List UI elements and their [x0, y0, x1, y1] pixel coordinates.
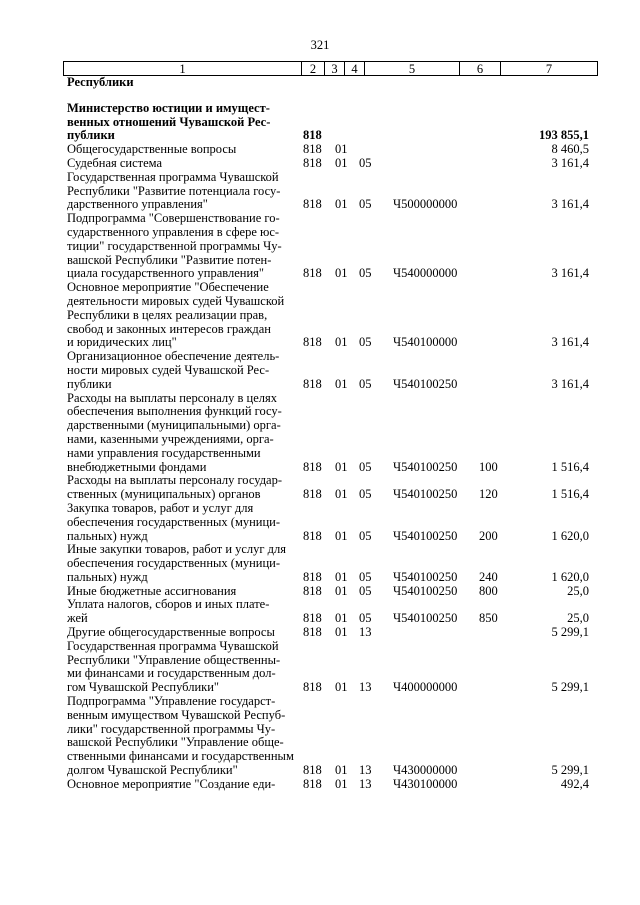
row-amount: 3 161,4 — [551, 266, 589, 281]
header-col-3: 3 — [325, 62, 345, 75]
row-admin-code: 818 — [303, 611, 322, 626]
row-section-code: 01 — [335, 528, 348, 543]
row-name-line: гом Чувашской Республики" — [67, 680, 220, 695]
row-subsection-code: 13 — [359, 625, 372, 640]
row-amount: 1 516,4 — [551, 487, 589, 502]
header-col-2: 2 — [302, 62, 325, 75]
row-target-code: Ч400000000 — [393, 680, 458, 695]
table-row — [67, 474, 589, 502]
row-name-line: Подпрограмма "Совершенствование го- — [67, 211, 280, 226]
row-name-line: жей — [67, 611, 88, 626]
row-name — [67, 392, 295, 475]
row-expense-type: 120 — [479, 487, 498, 502]
row-name-line: долгом Чувашской Республики" — [67, 763, 238, 778]
row-name-line: Расходы на выплаты персоналу в целях — [67, 390, 277, 405]
table-row — [67, 157, 589, 171]
row-admin-code: 818 — [303, 763, 322, 778]
row-section-code: 01 — [335, 376, 348, 391]
table-row — [67, 102, 589, 143]
row-amount: 5 299,1 — [551, 680, 589, 695]
table-row — [67, 778, 589, 792]
row-name-line: лики" государственной программы Чу- — [67, 721, 276, 736]
row-name-line: вашской Республики "Развитие потен- — [67, 252, 272, 267]
row-name-line: пальных) нужд — [67, 569, 148, 584]
row-name-line: тиции" государственной программы Чу- — [67, 238, 282, 253]
row-target-code: Ч430000000 — [393, 763, 458, 778]
row-name-line: обеспечения государственных (муници- — [67, 514, 281, 529]
row-subsection-code: 05 — [359, 376, 372, 391]
row-subsection-code: 13 — [359, 680, 372, 695]
table-row — [67, 543, 589, 584]
row-name — [67, 350, 295, 391]
row-name — [67, 474, 295, 502]
row-target-code: Ч540100250 — [393, 583, 458, 598]
table-body — [67, 76, 589, 792]
row-amount: 25,0 — [567, 583, 589, 598]
row-amount: 193 855,1 — [539, 128, 589, 143]
table-header — [63, 61, 598, 76]
row-name-line: и юридических лиц" — [67, 335, 177, 350]
header-col-1: 1 — [64, 62, 302, 75]
row-target-code: Ч540000000 — [393, 266, 458, 281]
row-subsection-code: 05 — [359, 459, 372, 474]
row-amount: 492,4 — [560, 776, 589, 791]
row-subsection-code: 13 — [359, 763, 372, 778]
row-name — [67, 626, 295, 640]
row-subsection-code: 05 — [359, 335, 372, 350]
row-name-line: Организационное обеспечение деятель- — [67, 349, 280, 364]
row-amount: 1 516,4 — [551, 459, 589, 474]
row-target-code: Ч540100000 — [393, 335, 458, 350]
header-col-5: 5 — [365, 62, 460, 75]
row-admin-code: 818 — [303, 583, 322, 598]
row-section-code: 01 — [335, 680, 348, 695]
row-name-line: дарственными (муниципальными) орга- — [67, 418, 281, 433]
row-section-code: 01 — [335, 155, 348, 170]
row-name-line: ственных (муниципальных) органов — [67, 487, 261, 502]
row-admin-code: 818 — [303, 197, 322, 212]
row-amount: 5 299,1 — [551, 763, 589, 778]
row-section-code: 01 — [335, 142, 348, 157]
row-section-code: 01 — [335, 625, 348, 640]
row-section-code: 01 — [335, 776, 348, 791]
row-target-code: Ч540100250 — [393, 376, 458, 391]
row-admin-code: 818 — [303, 528, 322, 543]
row-section-code: 01 — [335, 487, 348, 502]
row-expense-type: 800 — [479, 583, 498, 598]
row-admin-code: 818 — [303, 487, 322, 502]
row-name — [67, 143, 295, 157]
header-col-6: 6 — [460, 62, 501, 75]
row-target-code: Ч430100000 — [393, 776, 458, 791]
row-name — [67, 102, 295, 143]
row-name-line: нами управления государственными — [67, 445, 261, 460]
table-row — [67, 392, 589, 475]
table-row — [67, 212, 589, 281]
row-amount: 3 161,4 — [551, 155, 589, 170]
row-name — [67, 502, 295, 543]
row-section-code: 01 — [335, 266, 348, 281]
header-col-4: 4 — [345, 62, 365, 75]
header-col-7: 7 — [545, 62, 553, 76]
row-target-code: Ч500000000 — [393, 197, 458, 212]
row-target-code: Ч540100250 — [393, 528, 458, 543]
row-spacer — [67, 90, 589, 102]
row-subsection-code: 13 — [359, 776, 372, 791]
row-name-line: ми финансами и государственным дол- — [67, 666, 276, 681]
row-target-code: Ч540100250 — [393, 569, 458, 584]
row-name — [67, 543, 295, 584]
row-target-code: Ч540100250 — [393, 611, 458, 626]
row-name-line: дарственного управления" — [67, 197, 208, 212]
row-subsection-code: 05 — [359, 528, 372, 543]
table-row — [67, 585, 589, 599]
row-amount: 8 460,5 — [551, 142, 589, 157]
row-name — [67, 778, 295, 792]
row-name-line: публики — [67, 128, 115, 143]
row-amount: 25,0 — [567, 611, 589, 626]
table-row — [67, 350, 589, 391]
row-admin-code: 818 — [303, 335, 322, 350]
row-admin-code: 818 — [303, 155, 322, 170]
row-name-line: вашской Республики "Управление обще- — [67, 735, 284, 750]
table-row — [67, 143, 589, 157]
row-admin-code: 818 — [303, 128, 322, 143]
row-name-line: сударственного управления в сфере юс- — [67, 224, 280, 239]
row-name — [67, 598, 295, 626]
row-section-code: 01 — [335, 335, 348, 350]
row-name-line: обеспечения выполнения функций госу- — [67, 404, 282, 419]
row-name-line: Республики "Управление общественны- — [67, 652, 281, 667]
row-admin-code: 818 — [303, 569, 322, 584]
table-row — [67, 640, 589, 695]
row-expense-type: 200 — [479, 528, 498, 543]
row-name-line: Основное мероприятие "Обеспечение — [67, 280, 269, 295]
row-amount: 3 161,4 — [551, 376, 589, 391]
row-subsection-code: 05 — [359, 197, 372, 212]
row-name-line: Другие общегосударственные вопросы — [67, 625, 275, 640]
row-amount: 1 620,0 — [551, 569, 589, 584]
row-name-line: свобод и законных интересов граждан — [67, 321, 271, 336]
row-name-line: Государственная программа Чувашской — [67, 169, 279, 184]
row-name — [67, 695, 295, 778]
row-name-line: Общегосударственные вопросы — [67, 142, 237, 157]
row-name — [67, 76, 295, 90]
row-name-line: Государственная программа Чувашской — [67, 638, 279, 653]
row-admin-code: 818 — [303, 266, 322, 281]
row-name-line: Подпрограмма "Управление государст- — [67, 694, 276, 709]
row-amount: 5 299,1 — [551, 625, 589, 640]
table-row — [67, 598, 589, 626]
row-name-line: Республики "Развитие потенциала госу- — [67, 183, 281, 198]
row-name-line: нами, казенными учреждениями, орга- — [67, 431, 274, 446]
row-section-code: 01 — [335, 763, 348, 778]
row-name — [67, 171, 295, 212]
row-name — [67, 640, 295, 695]
row-expense-type: 850 — [479, 611, 498, 626]
row-section-code: 01 — [335, 611, 348, 626]
row-name-line: Закупка товаров, работ и услуг для — [67, 500, 254, 515]
row-name-line: Республики в целях реализации прав, — [67, 307, 268, 322]
row-expense-type: 240 — [479, 569, 498, 584]
row-amount: 3 161,4 — [551, 335, 589, 350]
row-name-line: деятельности мировых судей Чувашской — [67, 293, 285, 308]
table-row — [67, 171, 589, 212]
row-subsection-code: 05 — [359, 583, 372, 598]
row-name-line: Уплата налогов, сборов и иных плате- — [67, 597, 270, 612]
row-name-line: пальных) нужд — [67, 528, 148, 543]
row-name-line: публики — [67, 376, 112, 391]
row-admin-code: 818 — [303, 459, 322, 474]
row-name — [67, 585, 295, 599]
table-row — [67, 502, 589, 543]
row-name-line: обеспечения государственных (муници- — [67, 556, 281, 571]
row-name — [67, 212, 295, 281]
row-name-line: венным имуществом Чувашской Респуб- — [67, 707, 286, 722]
row-name-line: циала государственного управления" — [67, 266, 265, 281]
row-name-line: Судебная система — [67, 155, 163, 170]
row-subsection-code: 05 — [359, 487, 372, 502]
row-subsection-code: 05 — [359, 266, 372, 281]
row-section-code: 01 — [335, 569, 348, 584]
row-section-code: 01 — [335, 197, 348, 212]
row-name-line: венных отношений Чувашской Рес- — [67, 114, 271, 129]
row-admin-code: 818 — [303, 776, 322, 791]
table-row — [67, 695, 589, 778]
row-name-line: Республики — [67, 75, 134, 89]
row-name-line: ственными финансами и государственным — [67, 749, 294, 764]
table-row — [67, 626, 589, 640]
row-admin-code: 818 — [303, 680, 322, 695]
row-expense-type: 100 — [479, 459, 498, 474]
row-name-line: внебюджетными фондами — [67, 459, 207, 474]
row-subsection-code: 05 — [359, 611, 372, 626]
page-number: 321 — [310, 38, 330, 52]
row-name-line: Министерство юстиции и имущест- — [67, 100, 270, 115]
row-subsection-code: 05 — [359, 569, 372, 584]
row-name-line: Иные закупки товаров, работ и услуг для — [67, 542, 287, 557]
row-admin-code: 818 — [303, 625, 322, 640]
row-section-code: 01 — [335, 459, 348, 474]
row-name — [67, 281, 295, 350]
row-target-code: Ч540100250 — [393, 459, 458, 474]
row-name — [67, 157, 295, 171]
row-name-line: Основное мероприятие "Создание еди- — [67, 776, 276, 791]
row-name-line: Расходы на выплаты персоналу государ- — [67, 473, 283, 488]
row-admin-code: 818 — [303, 376, 322, 391]
row-admin-code: 818 — [303, 142, 322, 157]
row-amount: 1 620,0 — [551, 528, 589, 543]
table-row — [67, 281, 589, 350]
row-subsection-code: 05 — [359, 155, 372, 170]
row-name-line: ности мировых судей Чувашской Рес- — [67, 362, 270, 377]
row-amount: 3 161,4 — [551, 197, 589, 212]
row-target-code: Ч540100250 — [393, 487, 458, 502]
row-section-code: 01 — [335, 583, 348, 598]
row-name-line: Иные бюджетные ассигнования — [67, 583, 237, 598]
table-row — [67, 76, 589, 90]
